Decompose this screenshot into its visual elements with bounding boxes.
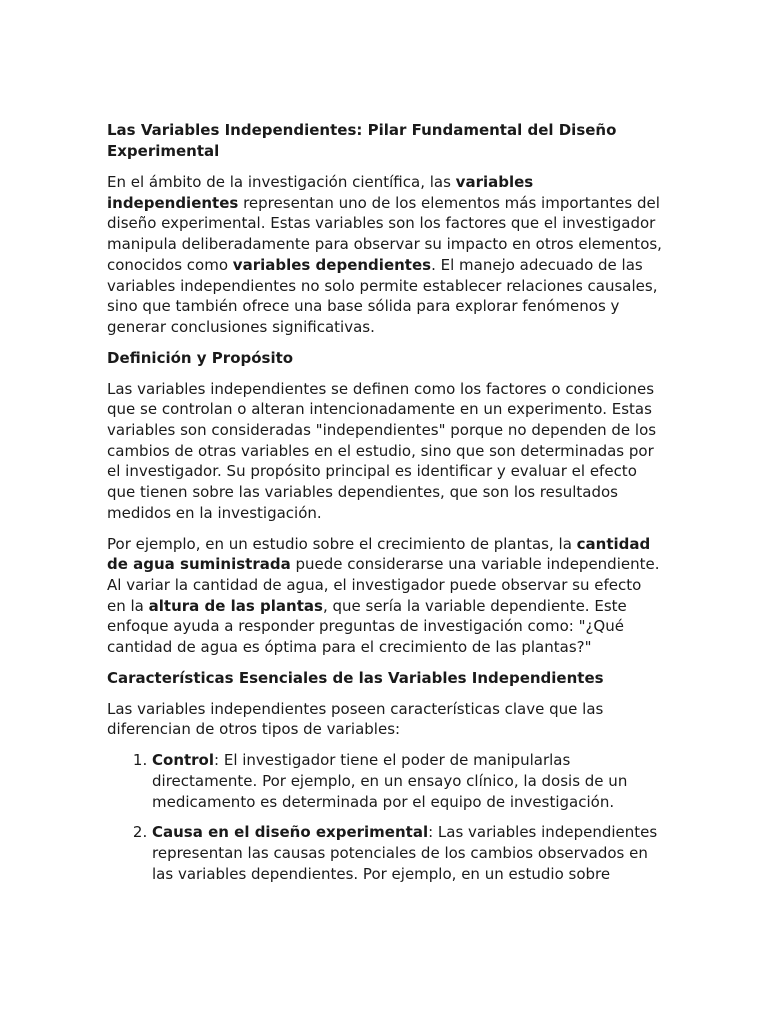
example-paragraph [107, 534, 663, 658]
example-text-1: Por ejemplo, en un estudio sobre el crecimiento de plantas, la [107, 534, 577, 553]
intro-paragraph [107, 172, 663, 338]
example-bold-2: altura de las plantas [148, 596, 323, 615]
intro-text-1: En el ámbito de la investigación científica, las [107, 173, 456, 191]
intro-bold-2: variables dependientes [232, 255, 432, 274]
characteristics-list [107, 750, 663, 884]
list-item [152, 750, 663, 812]
characteristics-intro: Las variables independientes poseen características clave que las diferencian de otros tipos de variables: [107, 699, 604, 739]
example-text-2: puede considerarse una variable independiente. Al variar la cantidad de agua, el investigador puede observar su efecto en la [107, 555, 660, 615]
list-item [152, 822, 663, 884]
document-page [107, 120, 663, 894]
intro-bold-1: variables independientes [107, 173, 534, 212]
section-heading-characteristics: Características Esenciales de las Variables Independientes [107, 668, 604, 687]
intro-text-3: . El manejo adecuado de las variables independientes no solo permite establecer relaciones causales, sino que también ofrece una base sólida para explorar fenómenos y generar conclusiones significativas. [107, 255, 658, 336]
list-item-text: : Las variables independientes representan las causas potenciales de los cambios observados en las variables dependientes. Por ejemplo, en un estudio sobre [152, 823, 658, 883]
list-item-term: Control [152, 751, 215, 770]
example-text-3: , que sería la variable dependiente. Este enfoque ayuda a responder preguntas de investigación como: "¿Qué cantidad de agua es óptima para el crecimiento de las plantas?" [107, 596, 627, 657]
example-bold-1: cantidad de agua suministrada [107, 534, 651, 574]
document-title: Las Variables Independientes: Pilar Fundamental del Diseño Experimental [107, 121, 617, 160]
definition-paragraph: Las variables independientes se definen como los factores o condiciones que se controlan o alteran intencionadamente en un experimento. Estas variables son consideradas "independientes" porque no dependen de los cambios de otras variables en el estudio, sino que son determinadas por el investigador. Su propósito principal es identificar y evaluar el efecto que tienen sobre las variables dependientes, que son los resultados medidos en la investigación. [107, 379, 657, 522]
list-item-text: : El investigador tiene el poder de manipularlas directamente. Por ejemplo, en un ensayo clínico, la dosis de un medicamento es determinada por el equipo de investigación. [152, 751, 628, 811]
list-item-term: Causa en el diseño experimental [152, 823, 429, 842]
intro-text-2: representan uno de los elementos más importantes del diseño experimental. Estas variables son los factores que el investigador manipula deliberadamente para observar su impacto en otros elementos, conocidos como [107, 193, 662, 274]
section-heading-definition: Definición y Propósito [107, 348, 294, 367]
